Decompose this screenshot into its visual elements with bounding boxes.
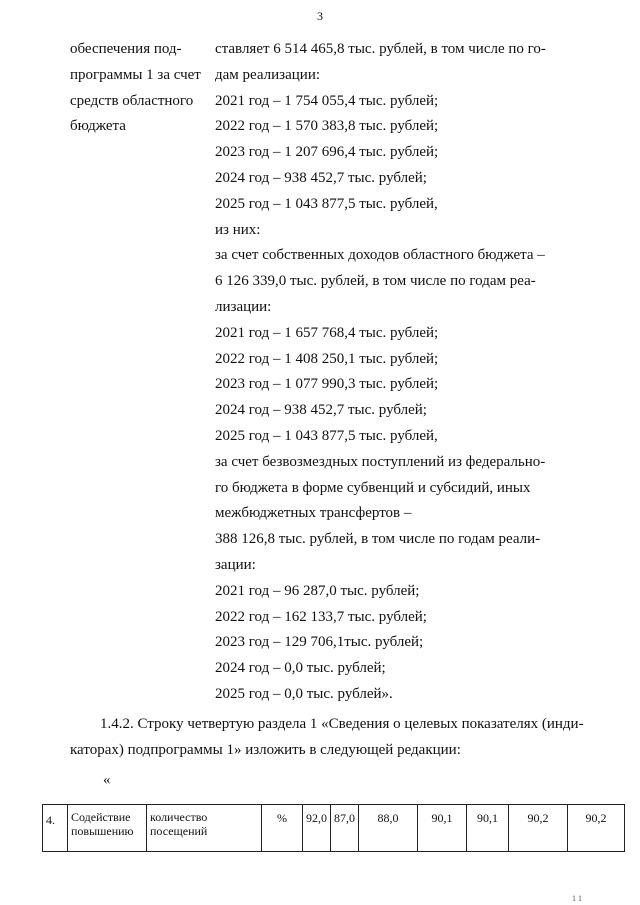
right-column-line: 2024 год – 938 452,7 тыс. рублей; [215, 169, 427, 186]
value-cell: 90,2 [568, 805, 625, 852]
right-column-line: 2025 год – 1 043 877,5 тыс. рублей, [215, 195, 438, 212]
amendment-paragraph [70, 712, 584, 764]
value-cell: 90,1 [418, 805, 467, 852]
right-column-line: за счет собственных доходов областного бюджета – [215, 247, 545, 264]
right-column-line: за счет безвозмездных поступлений из федерально- [215, 453, 546, 470]
right-column-line: 2021 год – 1 657 768,4 тыс. рублей; [215, 324, 439, 341]
right-column-line: из них: [215, 221, 261, 238]
right-column-line: 2024 год – 938 452,7 тыс. рублей; [215, 402, 427, 419]
right-column-line: межбюджетных трансфертов – [215, 505, 412, 522]
row-number: 4. [43, 805, 68, 852]
indicator-unit-line: количество [150, 810, 208, 824]
right-column-line: 2021 год – 1 754 055,4 тыс. рублей; [215, 92, 439, 109]
right-column-line: 2021 год – 96 287,0 тыс. рублей; [215, 582, 420, 599]
right-column-line: 2024 год – 0,0 тыс. рублей; [215, 660, 386, 677]
indicator-name-line: Содействие [71, 810, 131, 824]
left-column [70, 37, 210, 140]
right-column-line: зации: [215, 556, 256, 573]
right-column-line: 2023 год – 1 077 990,3 тыс. рублей; [215, 376, 439, 393]
right-column-line: 2023 год – 129 706,1тыс. рублей; [215, 634, 424, 651]
value-cell: 92,0 [303, 805, 331, 852]
indicator-name-line: повышению [71, 824, 134, 838]
right-column-line: 2023 год – 1 207 696,4 тыс. рублей; [215, 144, 439, 161]
left-column-line: средств областного [70, 92, 194, 109]
value-cell: 90,2 [509, 805, 568, 852]
right-column-line: лизации: [215, 298, 272, 315]
table-row [43, 805, 625, 852]
right-column-line: го бюджета в форме субвенций и субсидий, иных [215, 479, 531, 496]
right-column-line: ставляет 6 514 465,8 тыс. рублей, в том числе по го- [215, 41, 546, 57]
right-column-line: 2022 год – 162 133,7 тыс. рублей; [215, 608, 427, 625]
paragraph-line-2: каторах) подпрограммы 1» изложить в следующей редакции: [70, 741, 461, 758]
right-column-line: 2022 год – 1 570 383,8 тыс. рублей; [215, 118, 439, 135]
left-column-line: обеспечения под- [70, 41, 182, 57]
indicator-unit-line: посещений [150, 824, 208, 838]
left-column-line: программы 1 за счет [70, 66, 201, 83]
right-column-line: дам реализации: [215, 66, 321, 83]
indicator-unit-cell [147, 805, 262, 852]
paragraph-line-1: 1.4.2. Строку четвертую раздела 1 «Сведения о целевых показателях (инди- [100, 716, 584, 732]
measure-cell: % [262, 805, 303, 852]
right-column-line: 2022 год – 1 408 250,1 тыс. рублей; [215, 350, 439, 367]
indicator-name-cell [68, 805, 147, 852]
page-number: 3 [317, 9, 323, 23]
footer-mark: 1 1 [572, 894, 582, 903]
right-column [215, 37, 560, 708]
indicators-table [42, 804, 625, 852]
value-cell: 87,0 [331, 805, 359, 852]
right-column-line: 2025 год – 0,0 тыс. рублей». [215, 685, 393, 702]
value-cell: 88,0 [359, 805, 418, 852]
right-column-line: 388 126,8 тыс. рублей, в том числе по годам реали- [215, 531, 541, 548]
right-column-line: 6 126 339,0 тыс. рублей, в том числе по годам реа- [215, 273, 536, 290]
opening-quote: « [103, 772, 111, 788]
right-column-line: 2025 год – 1 043 877,5 тыс. рублей, [215, 427, 438, 444]
value-cell: 90,1 [467, 805, 509, 852]
left-column-line: бюджета [70, 118, 126, 135]
